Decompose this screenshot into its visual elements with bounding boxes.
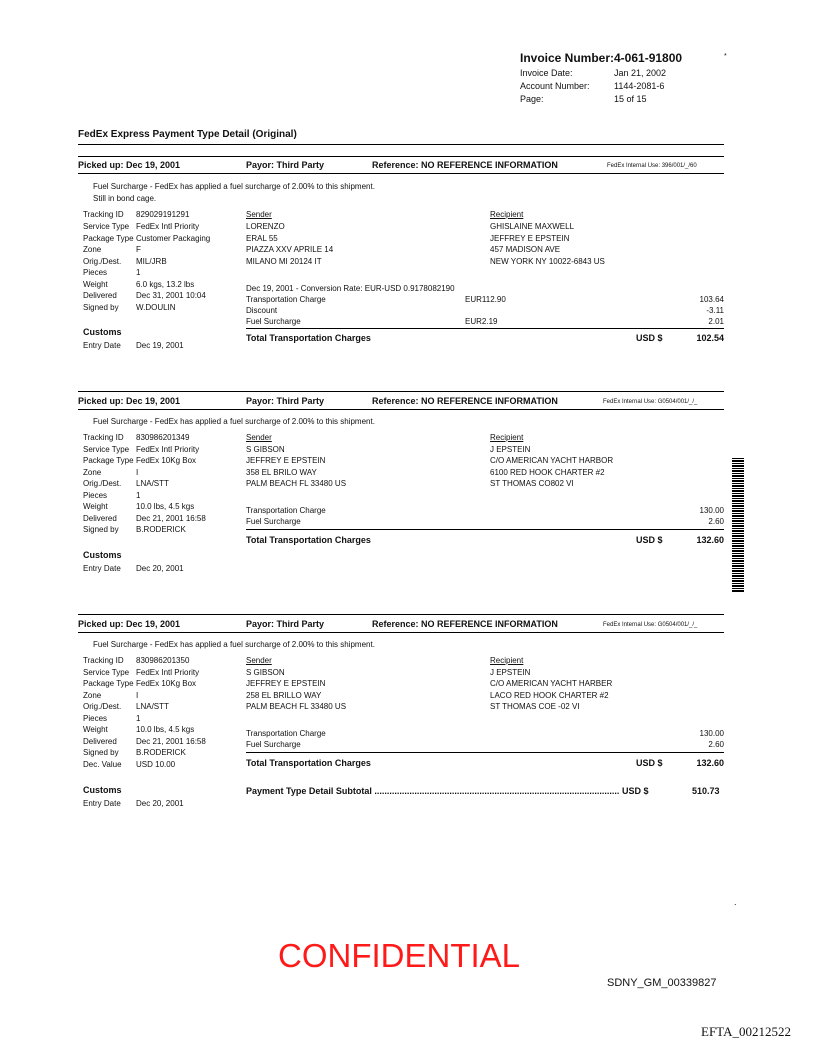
recipient-line: C/O AMERICAN YACHT HARBOR (490, 456, 614, 465)
weight: 10.0 lbs, 4.5 kgs (136, 725, 195, 734)
shipment-top-rule (78, 391, 724, 392)
label-service-type: Service Type (83, 668, 130, 677)
account-number: 1144-2081-6 (614, 81, 665, 91)
fuel-surcharge: 2.60 (708, 740, 724, 749)
shipment-top-rule (78, 156, 724, 157)
recipient-line: 6100 RED HOOK CHARTER #2 (490, 468, 605, 477)
label-zone: Zone (83, 691, 102, 700)
fuel-note: Fuel Surcharge - FedEx has applied a fuel surcharge of 2.00% to this shipment. (93, 417, 375, 426)
charges-rule (246, 328, 724, 329)
charges-rule (246, 752, 724, 753)
label-tracking-id: Tracking ID (83, 433, 124, 442)
recipient-line: 457 MADISON AVE (490, 245, 561, 254)
sender-heading: Sender (246, 656, 272, 665)
total-charges: 132.60 (696, 758, 724, 768)
sender-line: LORENZO (246, 222, 285, 231)
bates-number: SDNY_GM_00339827 (607, 977, 717, 989)
bond-note: Still in bond cage. (93, 194, 157, 203)
zone: I (136, 468, 139, 477)
pieces: 1 (136, 714, 141, 723)
label-pieces: Pieces (83, 268, 108, 277)
recipient-heading: Recipient (490, 210, 524, 219)
efta-number: EFTA_00212522 (701, 1024, 791, 1039)
zone: I (136, 691, 139, 700)
pieces: 1 (136, 268, 141, 277)
total-currency: USD $ (636, 535, 663, 545)
account-number-label: Account Number: (520, 81, 590, 91)
confidential-stamp: CONFIDENTIAL (278, 937, 521, 974)
recipient-line: GHISLAINE MAXWELL (490, 222, 575, 231)
subtotal-label: Payment Type Detail Subtotal .................................................................................................. (246, 786, 620, 796)
label-weight: Weight (83, 725, 108, 734)
service-type: FedEx Intl Priority (136, 222, 200, 231)
margin-barcode (732, 458, 744, 592)
label-fuel-surcharge: Fuel Surcharge (246, 740, 301, 749)
shipment-header-rule (78, 632, 724, 633)
label-weight: Weight (83, 502, 108, 511)
delivered: Dec 21, 2001 16:58 (136, 514, 206, 523)
sender-line: S GIBSON (246, 668, 285, 677)
label-transportation-charge: Transportation Charge (246, 506, 326, 515)
charges-rule (246, 529, 724, 530)
invoice-date: Jan 21, 2002 (614, 68, 667, 78)
sender-line: 258 EL BRILLO WAY (246, 691, 322, 700)
shipment-header-rule (78, 173, 724, 174)
invoice-number-label: Invoice Number: (520, 51, 615, 65)
package-type: Customer Packaging (136, 234, 211, 243)
sender-line: JEFFREY E EPSTEIN (246, 679, 326, 688)
delivered: Dec 31, 2001 10:04 (136, 291, 206, 300)
label-fuel-surcharge: Fuel Surcharge (246, 517, 301, 526)
recipient-heading: Recipient (490, 433, 524, 442)
picked-up: Picked up: Dec 19, 2001 (78, 619, 181, 629)
recipient-line: J EPSTEIN (490, 445, 531, 454)
invoice-date-label: Invoice Date: (520, 68, 573, 78)
label-service-type: Service Type (83, 222, 130, 231)
label-customs: Customs (83, 550, 122, 560)
label-orig-dest: Orig./Dest. (83, 479, 122, 488)
signed-by: W.DOULIN (136, 303, 176, 312)
label-transportation-charge: Transportation Charge (246, 729, 326, 738)
label-dec-value: Dec. Value (83, 760, 122, 769)
transportation-charge: 103.64 (699, 295, 724, 304)
delivered: Dec 21, 2001 16:58 (136, 737, 206, 746)
package-type: FedEx 10Kg Box (136, 679, 197, 688)
tracking-id: 830986201350 (136, 656, 190, 665)
subtotal-currency: USD $ (622, 786, 649, 796)
label-package-type: Package Type (83, 679, 134, 688)
section-rule (78, 144, 724, 145)
label-zone: Zone (83, 468, 102, 477)
internal-use: FedEx Internal Use: 396/001/_/60 (607, 163, 697, 169)
invoice-number: 4-061-91800 (614, 51, 683, 65)
label-delivered: Delivered (83, 514, 117, 523)
total-currency: USD $ (636, 758, 663, 768)
label-orig-dest: Orig./Dest. (83, 257, 122, 266)
label-total: Total Transportation Charges (246, 333, 371, 343)
picked-up: Picked up: Dec 19, 2001 (78, 160, 181, 170)
page-number: 15 of 15 (614, 94, 647, 104)
total-charges: 102.54 (696, 333, 724, 343)
label-service-type: Service Type (83, 445, 130, 454)
fuel-note: Fuel Surcharge - FedEx has applied a fuel surcharge of 2.00% to this shipment. (93, 182, 375, 191)
fuel-surcharge: 2.01 (708, 317, 724, 326)
orig-dest: LNA/STT (136, 702, 169, 711)
sender-line: PIAZZA XXV APRILE 14 (246, 245, 334, 254)
payor: Payor: Third Party (246, 160, 325, 170)
fuel-surcharge: 2.60 (708, 517, 724, 526)
internal-use: FedEx Internal Use: G0504/001/_/_ (603, 622, 698, 628)
label-entry-date: Entry Date (83, 799, 121, 808)
sender-line: S GIBSON (246, 445, 285, 454)
header-star: * (724, 53, 727, 60)
recipient-line: C/O AMERICAN YACHT HARBER (490, 679, 613, 688)
sender-line: MILANO MI 20124 IT (246, 257, 322, 266)
label-total: Total Transportation Charges (246, 535, 371, 545)
recipient-line: JEFFREY E EPSTEIN (490, 234, 570, 243)
label-pieces: Pieces (83, 491, 108, 500)
recipient-line: ST THOMAS CO802 VI (490, 479, 574, 488)
label-delivered: Delivered (83, 291, 117, 300)
label-package-type: Package Type (83, 456, 134, 465)
shipment-top-rule (78, 614, 724, 615)
orig-dest: MIL/JRB (136, 257, 167, 266)
sender-heading: Sender (246, 433, 272, 442)
page-label: Page: (520, 94, 544, 104)
payor: Payor: Third Party (246, 396, 325, 406)
pieces: 1 (136, 491, 141, 500)
label-discount: Discount (246, 306, 278, 315)
dec-value: USD 10.00 (136, 760, 176, 769)
label-package-type: Package Type (83, 234, 134, 243)
label-signed-by: Signed by (83, 748, 119, 757)
label-tracking-id: Tracking ID (83, 656, 124, 665)
label-fuel-surcharge: Fuel Surcharge (246, 317, 301, 326)
sender-line: PALM BEACH FL 33480 US (246, 702, 347, 711)
zone: F (136, 245, 141, 254)
subtotal-value: 510.73 (692, 786, 720, 796)
transportation-charge: 130.00 (699, 729, 724, 738)
total-charges: 132.60 (696, 535, 724, 545)
recipient-line: J EPSTEIN (490, 668, 531, 677)
service-type: FedEx Intl Priority (136, 445, 200, 454)
reference: Reference: NO REFERENCE INFORMATION (372, 396, 558, 406)
label-signed-by: Signed by (83, 303, 119, 312)
recipient-line: LACO RED HOOK CHARTER #2 (490, 691, 609, 700)
label-signed-by: Signed by (83, 525, 119, 534)
internal-use: FedEx Internal Use: G0504/001/_/_ (603, 399, 698, 405)
label-customs: Customs (83, 327, 122, 337)
footer-dot: . (734, 897, 737, 907)
payor: Payor: Third Party (246, 619, 325, 629)
label-customs: Customs (83, 785, 122, 795)
reference: Reference: NO REFERENCE INFORMATION (372, 619, 558, 629)
label-orig-dest: Orig./Dest. (83, 702, 122, 711)
label-pieces: Pieces (83, 714, 108, 723)
transportation-charge: 130.00 (699, 506, 724, 515)
recipient-line: ST THOMAS COE -02 VI (490, 702, 580, 711)
label-weight: Weight (83, 280, 108, 289)
label-zone: Zone (83, 245, 102, 254)
label-total: Total Transportation Charges (246, 758, 371, 768)
discount: -3.11 (706, 306, 724, 315)
picked-up: Picked up: Dec 19, 2001 (78, 396, 181, 406)
fuel-note: Fuel Surcharge - FedEx has applied a fuel surcharge of 2.00% to this shipment. (93, 640, 375, 649)
label-entry-date: Entry Date (83, 564, 121, 573)
label-delivered: Delivered (83, 737, 117, 746)
recipient-line: NEW YORK NY 10022-6843 US (490, 257, 605, 266)
label-tracking-id: Tracking ID (83, 210, 124, 219)
fuel-surcharge-eur: EUR2.19 (465, 317, 498, 326)
tracking-id: 830986201349 (136, 433, 190, 442)
shipment-header-rule (78, 409, 724, 410)
total-currency: USD $ (636, 333, 663, 343)
recipient-heading: Recipient (490, 656, 524, 665)
orig-dest: LNA/STT (136, 479, 169, 488)
label-entry-date: Entry Date (83, 341, 121, 350)
sender-line: PALM BEACH FL 33480 US (246, 479, 347, 488)
sender-line: JEFFREY E EPSTEIN (246, 456, 326, 465)
signed-by: B.RODERICK (136, 748, 186, 757)
entry-date: Dec 19, 2001 (136, 341, 184, 350)
conversion-rate: Dec 19, 2001 - Conversion Rate: EUR-USD 0.9178082190 (246, 284, 455, 293)
signed-by: B.RODERICK (136, 525, 186, 534)
package-type: FedEx 10Kg Box (136, 456, 197, 465)
sender-heading: Sender (246, 210, 272, 219)
entry-date: Dec 20, 2001 (136, 564, 184, 573)
entry-date: Dec 20, 2001 (136, 799, 184, 808)
reference: Reference: NO REFERENCE INFORMATION (372, 160, 558, 170)
tracking-id: 829029191291 (136, 210, 190, 219)
weight: 6.0 kgs, 13.2 lbs (136, 280, 195, 289)
weight: 10.0 lbs, 4.5 kgs (136, 502, 195, 511)
service-type: FedEx Intl Priority (136, 668, 200, 677)
label-transportation-charge: Transportation Charge (246, 295, 326, 304)
transportation-charge-eur: EUR112.90 (465, 295, 506, 304)
sender-line: ERAL 55 (246, 234, 278, 243)
section-title: FedEx Express Payment Type Detail (Original) (78, 129, 297, 140)
sender-line: 358 EL BRILO WAY (246, 468, 317, 477)
